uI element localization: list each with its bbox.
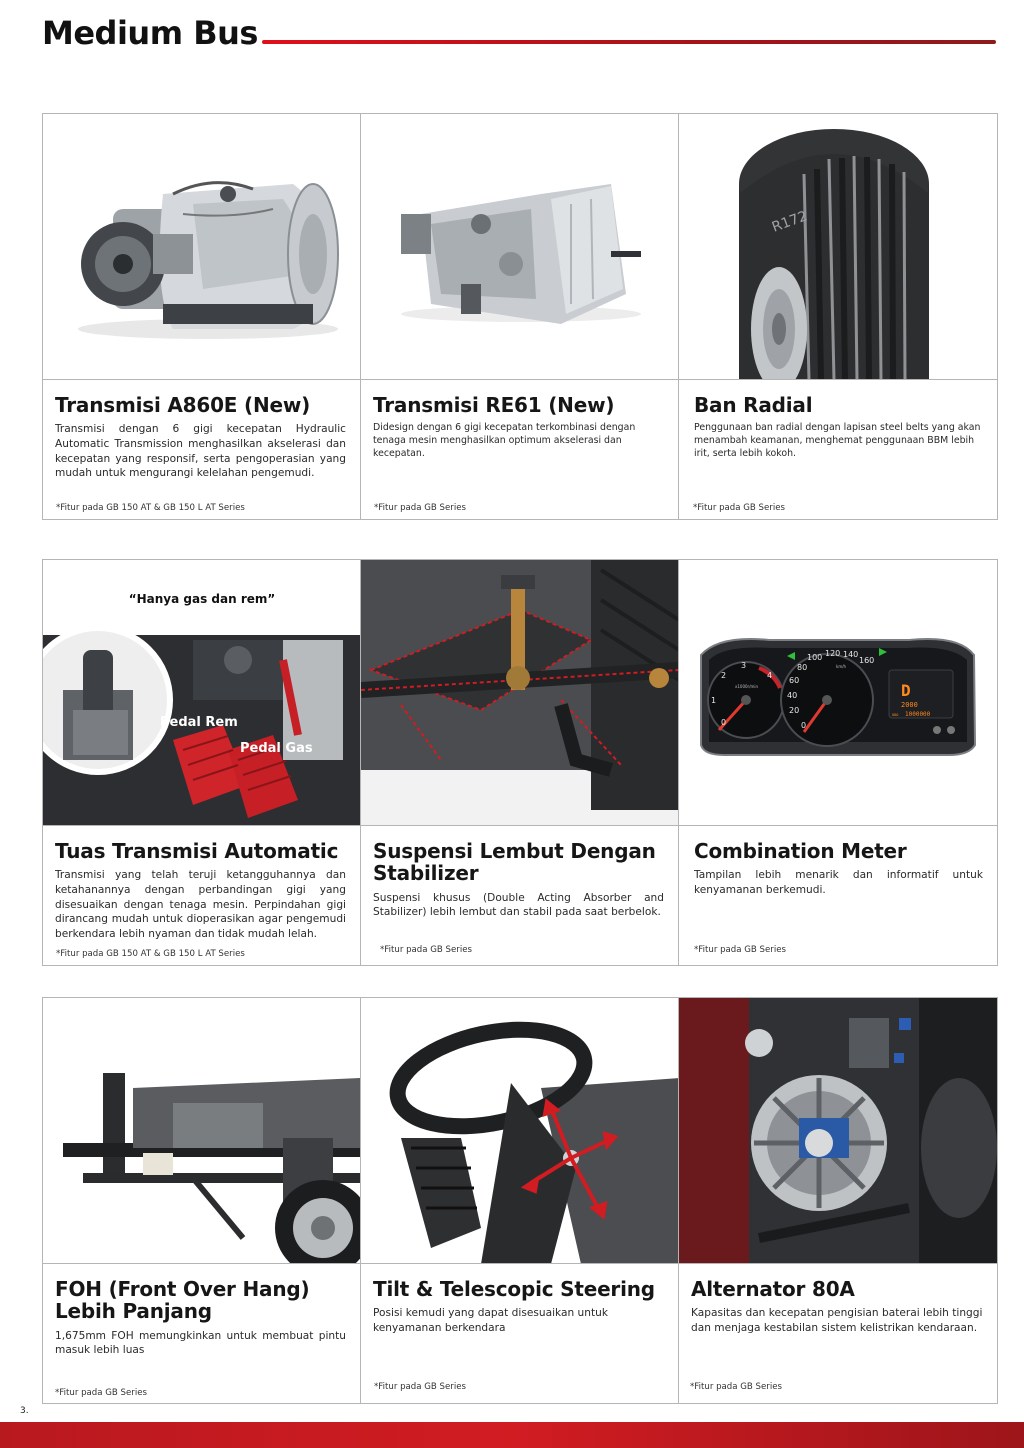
chassis-front-overhang-photo (43, 998, 360, 1264)
card-title: Combination Meter (694, 839, 907, 863)
combination-meter-photo (679, 560, 997, 826)
feature-card-suspension (361, 560, 679, 965)
tilt-telescopic-steering-photo (361, 998, 678, 1264)
card-footnote: *Fitur pada GB Series (380, 945, 472, 955)
automatic-transmission-photo (43, 114, 360, 380)
card-title: Suspensi Lembut Dengan Stabilizer (373, 839, 656, 886)
suspension-stabilizer-photo (361, 560, 678, 826)
card-footnote: *Fitur pada GB Series (694, 945, 786, 955)
feature-card-combination-meter (679, 560, 997, 965)
card-title: Transmisi A860E (New) (55, 393, 311, 417)
feature-row-2 (42, 559, 998, 966)
tach-tick-4: 4 (767, 671, 773, 680)
lcd-gear-indicator: D (901, 681, 911, 700)
brake-pedal-label: Pedal Rem (160, 715, 238, 730)
tach-unit: x1000r/min (735, 684, 759, 689)
feature-row-1 (42, 113, 998, 520)
card-footnote: *Fitur pada GB Series (690, 1382, 782, 1392)
card-description: Tampilan lebih menarik dan informatif untuk kenyamanan berkemudi. (694, 869, 983, 896)
feature-card-alternator (679, 998, 997, 1403)
card-footnote: *Fitur pada GB Series (374, 1382, 466, 1392)
speed-tick-160: 160 (859, 656, 875, 665)
card-footnote: *Fitur pada GB Series (374, 503, 466, 513)
feature-card-automatic-lever (43, 560, 361, 965)
card-description: Suspensi khusus (Double Acting Absorber and Stabilizer) lebih lembut dan stabil pada saat berbelok. (373, 891, 664, 919)
card-description: Posisi kemudi yang dapat disesuaikan untuk kenyamanan berkendara (373, 1307, 608, 1334)
card-footnote: *Fitur pada GB Series (55, 1388, 147, 1398)
lcd-value: 2000 (901, 701, 918, 709)
card-description: 1,675mm FOH memungkinkan untuk membuat pintu masuk lebih luas (55, 1329, 346, 1357)
tire-model-text: R172 (769, 208, 810, 236)
speed-tick-120: 120 (825, 649, 841, 658)
footer-band (0, 1422, 1024, 1448)
tach-tick-0: 0 (721, 718, 727, 727)
card-title: FOH (Front Over Hang) Lebih Panjang (55, 1277, 310, 1324)
gas-pedal-label: Pedal Gas (240, 741, 313, 756)
quote-caption: “Hanya gas dan rem” (128, 592, 276, 606)
tach-tick-1: 1 (711, 696, 717, 705)
manual-transmission-photo (361, 114, 678, 380)
speed-unit: km/h (836, 664, 847, 669)
card-description: Transmisi yang telah teruji ketangguhannya dan ketahanannya dengan perbandingan gigi yang disesuaikan dengan tenaga mesin. Perpindahan gigi dirancang mudah untuk dioperasikan agar pengemudi berkendara lebih nyaman dan tidak mudah lelah. (55, 869, 346, 940)
speed-tick-60: 60 (789, 676, 800, 685)
speed-tick-100: 100 (807, 653, 823, 662)
card-title: Alternator 80A (691, 1277, 855, 1301)
tach-tick-2: 2 (721, 671, 727, 680)
lcd-odo-label: ODO (892, 713, 899, 717)
speed-tick-80: 80 (797, 663, 808, 672)
card-title: Tuas Transmisi Automatic (55, 839, 339, 863)
speed-tick-0: 0 (801, 721, 807, 730)
card-description: Kapasitas dan kecepatan pengisian baterai lebih tinggi dan menjaga kestabilan sistem kelistrikan kendaraan. (691, 1307, 983, 1334)
card-footnote: *Fitur pada GB Series (693, 503, 785, 513)
card-footnote: *Fitur pada GB 150 AT & GB 150 L AT Series (56, 503, 245, 513)
feature-card-a860e (43, 114, 361, 519)
page-title: Medium Bus (42, 14, 258, 52)
speed-tick-140: 140 (843, 650, 859, 659)
title-rule (262, 40, 996, 44)
tach-tick-3: 3 (741, 661, 747, 670)
speed-tick-20: 20 (789, 706, 800, 715)
feature-row-3 (42, 997, 998, 1404)
feature-card-foh (43, 998, 361, 1403)
card-description: Penggunaan ban radial dengan lapisan steel belts yang akan menambah keamanan, menghemat penggunaan BBM lebih irit, serta lebih kokoh. (694, 422, 981, 460)
card-title: Tilt & Telescopic Steering (373, 1277, 655, 1301)
card-description: Didesign dengan 6 gigi kecepatan terkombinasi dengan tenaga mesin menghasilkan optimum akselerasi dan kecepatan. (373, 422, 636, 460)
card-title: Ban Radial (694, 393, 813, 417)
card-footnote: *Fitur pada GB 150 AT & GB 150 L AT Series (56, 949, 245, 959)
alternator-photo (679, 998, 997, 1264)
lcd-odometer: 1000000 (905, 711, 931, 718)
card-description: Transmisi dengan 6 gigi kecepatan Hydraulic Automatic Transmission menghasilkan akselerasi dan kecepatan yang responsif, serta pengoperasian yang mudah untuk mengurangi kelelahan pengemudi. (55, 423, 346, 480)
radial-tire-photo (679, 114, 997, 380)
feature-card-re61 (361, 114, 679, 519)
automatic-lever-pedals-photo (43, 560, 360, 826)
feature-card-steering (361, 998, 679, 1403)
card-title: Transmisi RE61 (New) (373, 393, 615, 417)
speed-tick-40: 40 (787, 691, 798, 700)
page-number: 3. (20, 1406, 29, 1416)
feature-card-radial-tire (679, 114, 997, 519)
